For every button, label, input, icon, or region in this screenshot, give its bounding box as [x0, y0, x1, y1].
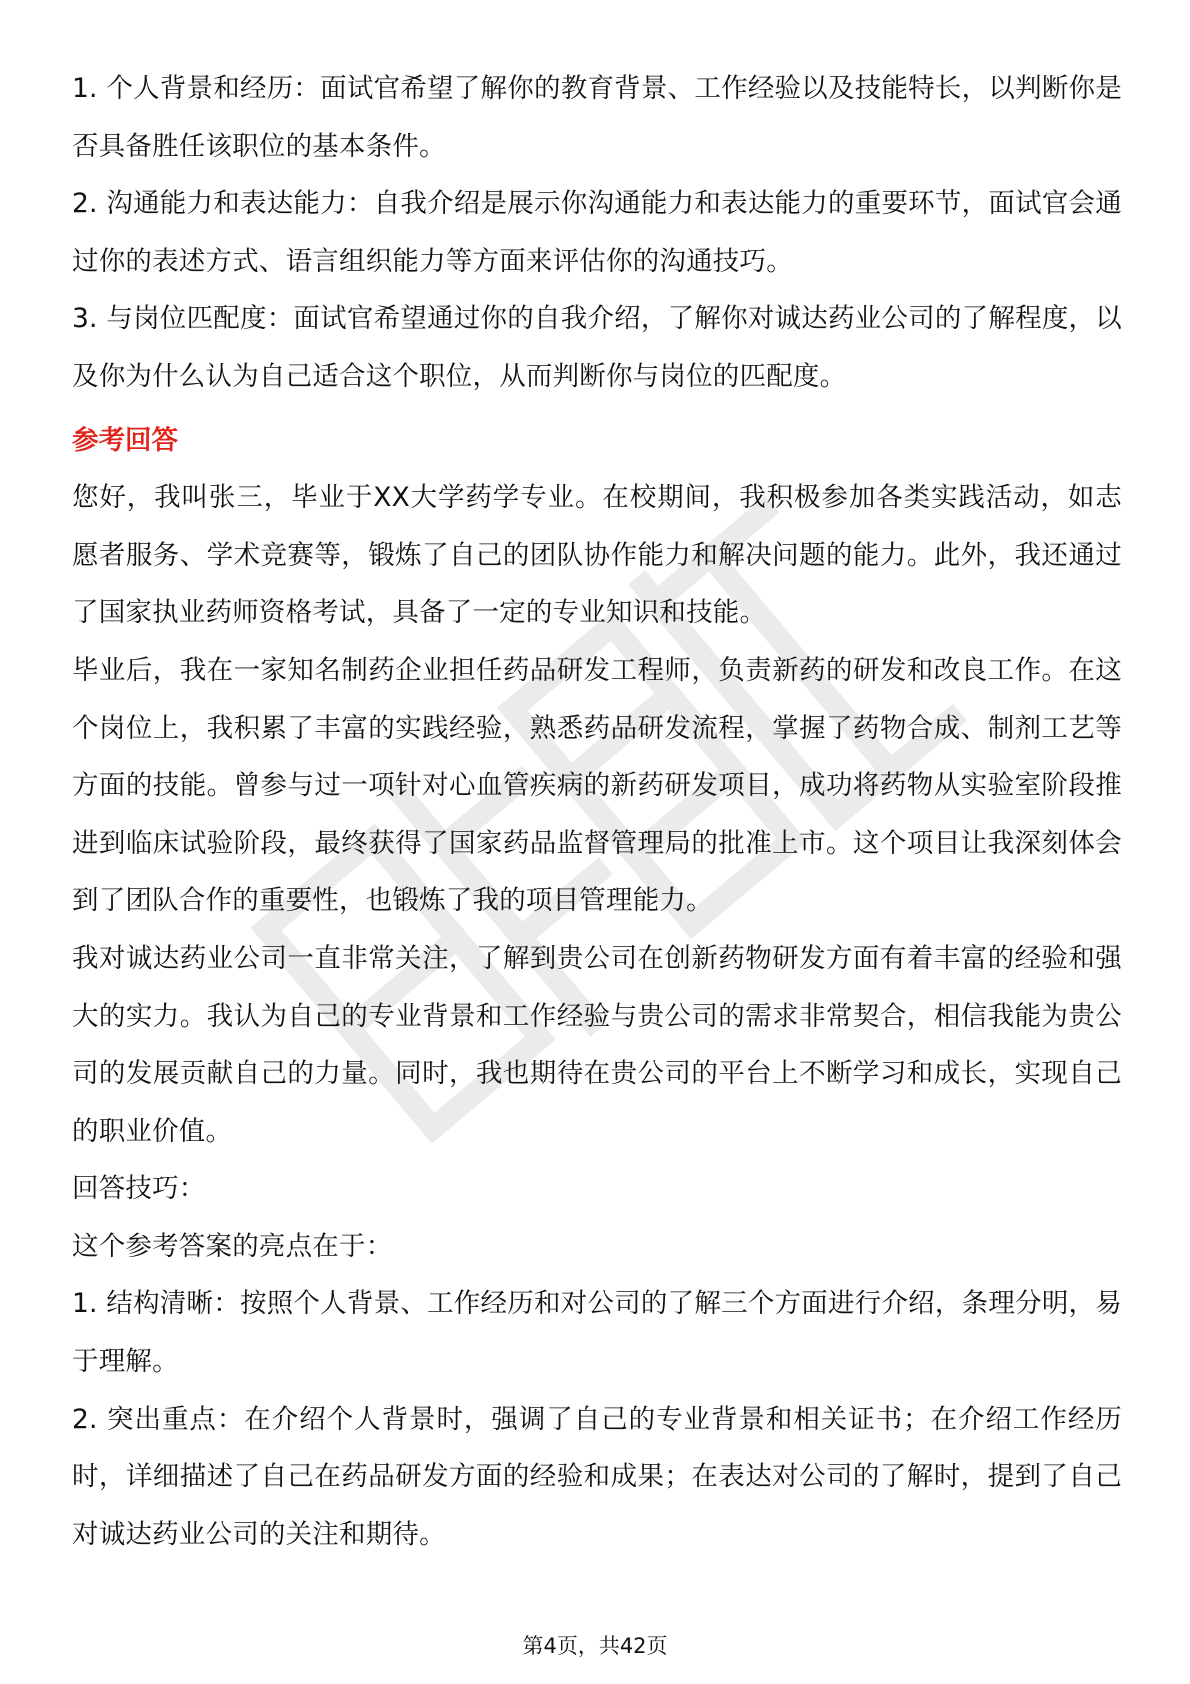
reference-answer-section	[72, 412, 1122, 1161]
tips-point-2: 2. 突出重点：在介绍个人背景时，强调了自己的专业背景和相关证书；在介绍工作经历时，详细描述了自己在药品研发方面的经验和成果；在表达对公司的了解时，提到了自己对诚达药业公司的关注和期待。	[72, 1403, 1122, 1550]
intro-points	[72, 60, 1122, 406]
page-number: 第4页，共42页	[522, 1634, 668, 1658]
tips-point-1: 1. 结构清晰：按照个人背景、工作经历和对公司的了解三个方面进行介绍，条理分明，易于理解。	[72, 1288, 1122, 1378]
section-title-reference-answer: 参考回答	[72, 424, 178, 456]
tips-heading: 回答技巧：	[72, 1173, 206, 1205]
document-body	[72, 60, 1122, 1563]
answer-tips-section	[72, 1160, 1122, 1563]
intro-point-2: 2. 沟通能力和表达能力：自我介绍是展示你沟通能力和表达能力的重要环节，面试官会通过你的表述方式、语言组织能力等方面来评估你的沟通技巧。	[72, 188, 1122, 277]
intro-point-1: 1. 个人背景和经历：面试官希望了解你的教育背景、工作经验以及技能特长，以判断你是否具备胜任该职位的基本条件。	[72, 73, 1122, 162]
reference-answer-paragraph-3: 我对诚达药业公司一直非常关注，了解到贵公司在创新药物研发方面有着丰富的经验和强大的实力。我认为自己的专业背景和工作经验与贵公司的需求非常契合，相信我能为贵公司的发展贡献自己的力量。同时，我也期待在贵公司的平台上不断学习和成长，实现自己的职业价值。	[72, 942, 1122, 1147]
tips-lead: 这个参考答案的亮点在于：	[72, 1230, 393, 1262]
reference-answer-paragraph-2: 毕业后，我在一家知名制药企业担任药品研发工程师，负责新药的研发和改良工作。在这个岗位上，我积累了丰富的实践经验，熟悉药品研发流程，掌握了药物合成、制剂工艺等方面的技能。曾参与过一项针对心血管疾病的新药研发项目，成功将药物从实验室阶段推进到临床试验阶段，最终获得了国家药品监督管理局的批准上市。这个项目让我深刻体会到了团队合作的重要性，也锻炼了我的项目管理能力。	[72, 654, 1122, 917]
reference-answer-paragraph-1: 您好，我叫张三，毕业于XX大学药学专业。在校期间，我积极参加各类实践活动，如志愿者服务、学术竞赛等，锻炼了自己的团队协作能力和解决问题的能力。此外，我还通过了国家执业药师资格考试，具备了一定的专业知识和技能。	[72, 482, 1122, 629]
intro-point-3: 3. 与岗位匹配度：面试官希望通过你的自我介绍，了解你对诚达药业公司的了解程度，以及你为什么认为自己适合这个职位，从而判断你与岗位的匹配度。	[72, 303, 1122, 392]
